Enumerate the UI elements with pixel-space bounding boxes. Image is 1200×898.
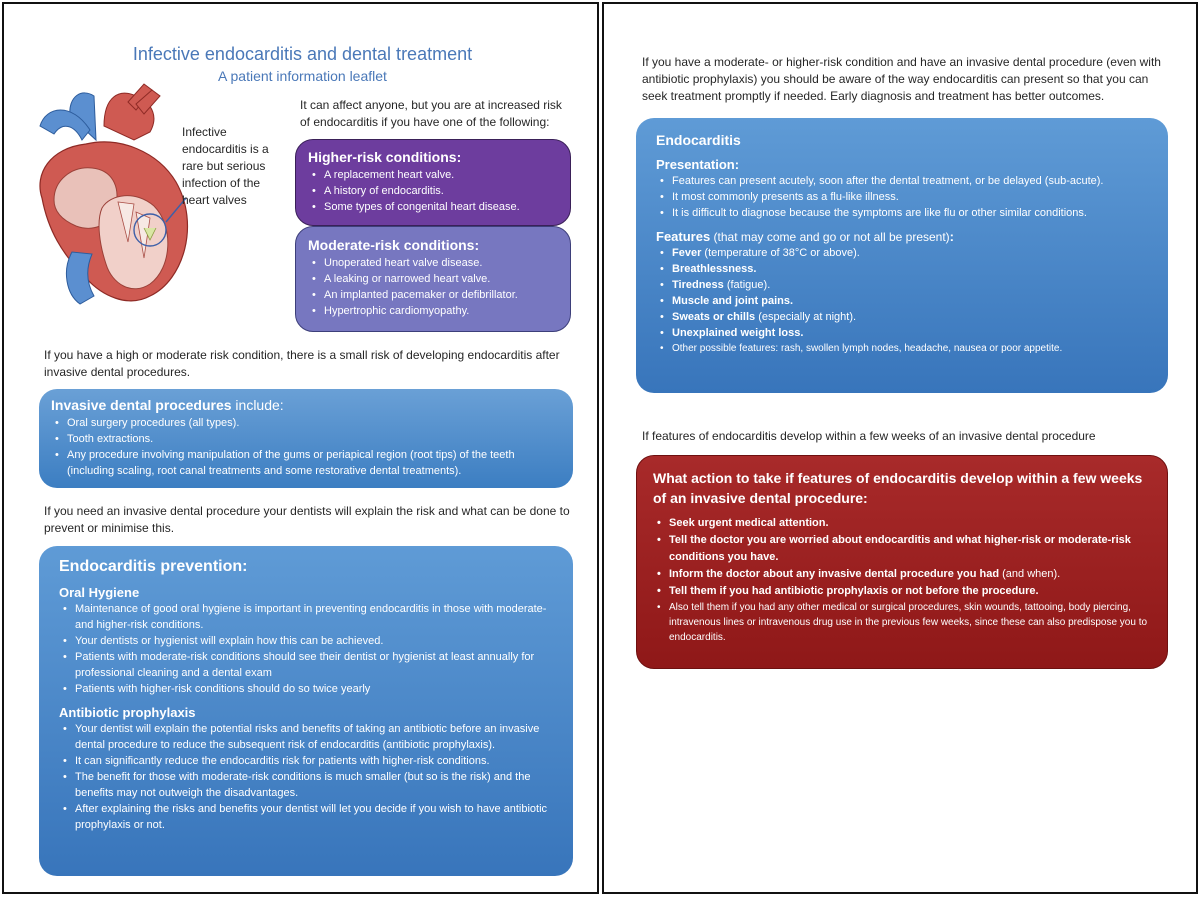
list-item: • Patients with moderate-risk conditions should see their dentist or hygienist at least annually for professional cleaning and a dental exam: [59, 649, 561, 681]
list-item: • Your dentists or hygienist will explain how this can be achieved.: [59, 633, 561, 649]
prevention-box: [39, 546, 573, 876]
list-item: • Tell the doctor you are worried about endocarditis and what higher-risk or moderate-risk conditions you have.: [653, 532, 1153, 566]
list-item: • Patients with higher-risk conditions should do so twice yearly: [59, 681, 561, 697]
heart-illustration: [32, 82, 202, 314]
presentation-heading: Presentation:: [656, 157, 740, 172]
list-item: • Inform the doctor about any invasive dental procedure you had (and when).: [653, 566, 1153, 583]
leaflet-page-1: [2, 2, 599, 894]
endocarditis-box: [636, 118, 1168, 393]
action-heading: What action to take if features of endocarditis develop within a few weeks of an invasive dental procedure:: [653, 470, 1143, 506]
antibiotic-prophylaxis-heading: Antibiotic prophylaxis: [59, 705, 196, 720]
list-item: • After explaining the risks and benefits your dentist will let you decide if you wish to have antibiotic prophylaxis or not.: [59, 801, 561, 833]
list-item: • Hypertrophic cardiomyopathy.: [308, 303, 560, 319]
list-item: • A leaking or narrowed heart valve.: [308, 271, 560, 287]
leaflet-title: Infective endocarditis and dental treatment: [132, 44, 473, 64]
moderate-risk-box: [295, 226, 571, 332]
list-item: • Features can present acutely, soon after the dental treatment, or be delayed (sub-acute).: [656, 173, 1154, 189]
list-item: • Breathlessness.: [656, 261, 1154, 277]
higher-risk-heading: Higher-risk conditions:: [308, 149, 462, 165]
list-item: • Tell them if you had antibiotic prophylaxis or not before the procedure.: [653, 583, 1153, 600]
list-item: • Muscle and joint pains.: [656, 293, 1154, 309]
list-item: • Tiredness (fatigue).: [656, 277, 1154, 293]
endocarditis-heading: Endocarditis: [656, 132, 741, 148]
invasive-procedures-box: [39, 389, 573, 488]
list-item: • Sweats or chills (especially at night).: [656, 309, 1154, 325]
explain-paragraph: If you need an invasive dental procedure your dentists will explain the risk and what can be done to prevent or minimise this.: [44, 504, 570, 535]
list-item: • Your dentist will explain the potential risks and benefits of taking an antibiotic before an invasive dental procedure to reduce the subsequent risk of endocarditis (antibiotic prophylaxis).: [59, 721, 561, 753]
list-item: • Some types of congenital heart disease.: [308, 199, 560, 215]
oral-hygiene-heading: Oral Hygiene: [59, 585, 140, 600]
list-item: • Any procedure involving manipulation of the gums or periapical region (root tips) of the teeth (including scaling, root canal treatments and some restorative dental treatments).: [51, 447, 563, 479]
action-box: [636, 455, 1168, 669]
list-item: • Tooth extractions.: [51, 431, 563, 447]
presentation-intro-text: If you have a moderate- or higher-risk condition and have an invasive dental procedure (even with antibiotic prophylaxis) you should be aware of the way endocarditis can present so that you can seek treatment promptly if needed. Early diagnosis and treatment has better outcomes.: [642, 55, 1161, 103]
list-item: • Maintenance of good oral hygiene is important in preventing endocarditis in those with moderate- and higher-risk conditions.: [59, 601, 561, 633]
list-item: • Oral surgery procedures (all types).: [51, 415, 563, 431]
list-item: • It is difficult to diagnose because the symptoms are like flu or other similar conditions.: [656, 205, 1154, 221]
heart-caption: Infective endocarditis is a rare but serious infection of the heart valves: [182, 125, 269, 207]
higher-risk-box: [295, 139, 571, 226]
list-item: • Unexplained weight loss.: [656, 325, 1154, 341]
features-paragraph: If features of endocarditis develop within a few weeks of an invasive dental procedure: [642, 429, 1096, 443]
leaflet-page-2: [602, 2, 1198, 894]
list-item: • Fever (temperature of 38°C or above).: [656, 245, 1154, 261]
list-item: • Unoperated heart valve disease.: [308, 255, 560, 271]
list-item: • Seek urgent medical attention.: [653, 515, 1153, 532]
list-item: • A replacement heart valve.: [308, 167, 560, 183]
list-item: • Also tell them if you had any other medical or surgical procedures, skin wounds, tattooing, body piercing, intravenous lines or intravenous drug use in the previous few weeks, since these can also predispose you to endocarditis.: [653, 600, 1153, 645]
leaflet-subtitle: A patient information leaflet: [218, 68, 387, 84]
invasive-procedures-heading: Invasive dental procedures include:: [51, 397, 284, 413]
list-item: • It most commonly presents as a flu-like illness.: [656, 189, 1154, 205]
list-item: • The benefit for those with moderate-risk conditions is much smaller (but so is the risk) and the benefits may not outweigh the disadvantages.: [59, 769, 561, 801]
risk-paragraph: If you have a high or moderate risk condition, there is a small risk of developing endocarditis after invasive dental procedures.: [44, 348, 560, 379]
moderate-risk-heading: Moderate-risk conditions:: [308, 237, 480, 253]
list-item: • It can significantly reduce the endocarditis risk for patients with higher-risk conditions.: [59, 753, 561, 769]
list-item: • A history of endocarditis.: [308, 183, 560, 199]
list-item: • An implanted pacemaker or defibrillator.: [308, 287, 560, 303]
prevention-heading: Endocarditis prevention:: [59, 558, 248, 575]
risk-intro-text: It can affect anyone, but you are at increased risk of endocarditis if you have one of the following:: [300, 98, 562, 129]
list-item: • Other possible features: rash, swollen lymph nodes, headache, nausea or poor appetite.: [656, 341, 1154, 357]
features-heading: Features (that may come and go or not all be present):: [656, 229, 955, 244]
